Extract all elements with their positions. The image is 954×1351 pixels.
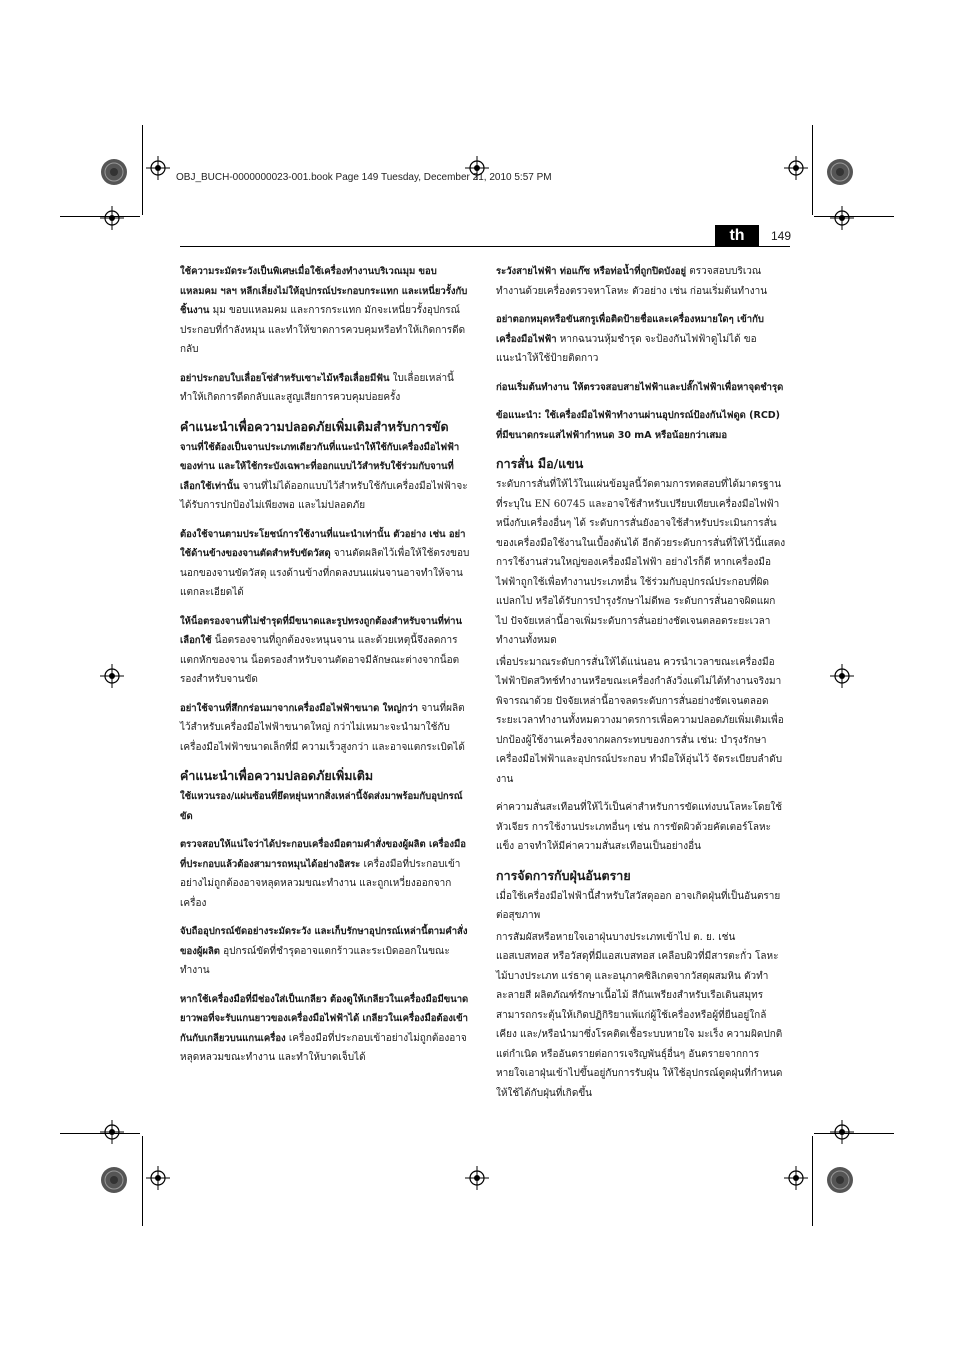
registration-crosshair-icon [100,206,124,234]
paragraph: เพื่อประมาณระดับการสั่นให้ได้แน่นอน ควรนำเวลาขณะเครื่องมือไฟฟ้าปิดสวิทช์ทำงานหรือขณะเครื่องกำลังวิ่งแต่ไม่ได้ทำงานจริงมาพิจารณาด้วย ปัจจัยเหล่านี้อาจลดระดับการสั่นอย่างชัดเจนตลอดระยะเวลาทำงานทั้งหมดวางมาตรการเพื่อความปลอดภัยเพิ่มเติมเพื่อปกป้องผู้ใช้งานเครื่องจากผลกระทบของการสั่น เช่น: บำรุงรักษาเครื่องมือไฟฟ้าและอุปกรณ์ประกอบ ทำมือให้อุ่นไว้ จัดระเบียบลำดับงาน [496,656,784,785]
paragraph: การสัมผัสหรือหายใจเอาฝุ่นบางประเภทเข้าไป ต. ย. เช่น แอสเบสทอส หรือวัสดุที่มีแอสเบสทอส เคลือบผิวที่มีสารตะกั่ว โลหะ ไม้บางประเภท แร่ธาตุ และอนุภาคซิลิเกตจากวัสดุผสมหิน ตัวทำละลายสี ผลิตภัณฑ์รักษาเนื้อไม้ สีกันเพรียงสำหรับเรือเดินสมุทร สามารถกระตุ้นให้เกิดปฏิกิริยาแพ้แก่ผู้ใช้เครื่องหรือผู้ที่ยืนอยู่ใกล้เคียง และ/หรือนำมาซึ่งโรคติดเชื้อระบบหายใจ มะเร็ง ความผิดปกติแต่กำเนิด หรืออันตรายต่อการเจริญพันธุ์อื่นๆ อันตรายจากการหายใจเอาฝุ่นเข้าไปขึ้นอยู่กับการรับฝุ่น ให้ใช้อุปกรณ์ดูดฝุ่นที่กำหนดให้ใช้ได้กับฝุ่นที่เกิดขึ้น [496,931,783,1099]
registration-crosshair-icon [465,1166,489,1194]
section-heading: การสั่น มือ/แขน [496,456,584,471]
language-tab: th [715,225,759,247]
paragraph: อย่าใช้จานที่สึกกร่อนมาจากเครื่องมือไฟฟ้าขนาด ใหญ่กว่า จานที่ผลิตไว้สำหรับเครื่องมือไฟฟ้าขนาดใหญ่ กว่าไม่เหมาะจะนำมาใช้กับเครื่องมือไฟฟ้าขนาดเล็กที่มี ความเร็วสูงกว่า และอาจแตกระเบิดได้ [180,702,465,753]
section-heading: คำแนะนำเพื่อความปลอดภัยเพิ่มเติม [180,768,374,783]
paragraph: อย่าประกอบใบเลื่อยโซ่สำหรับเซาะไม้หรือเลื่อยมีฟัน ใบเลื่อยเหล่านี้ทำให้เกิดการดีดกลับและสูญเสียการควบคุมบ่อยครั้ง [180,372,454,403]
registration-crosshair-icon [784,1166,808,1194]
paragraph: ใช้แหวนรอง/แผ่นซ้อนที่ยึดหยุ่นหากสิ่งเหล่านี้จัดส่งมาพร้อมกับอุปกรณ์ขัด [180,791,463,822]
section-heading: การจัดการกับฝุ่นอันตราย [496,867,631,883]
registration-crosshair-icon [146,156,170,184]
paragraph: ใช้ความระมัดระวังเป็นพิเศษเมื่อใช้เครื่องทำงานบริเวณมุม ขอบแหลมคม ฯลฯ หลีกเลี่ยงไม่ให้อุปกรณ์ประกอบกระแทก และเหนี่ยวรั้งกับชิ้นงาน มุม ขอบแหลมคม และการกระแทก มักจะเหนี่ยวรั้งอุปกรณ์ประกอบที่กำลังหมุน และทำให้ขาดการควบคุมหรือทำให้เกิดการดีดกลับ [180,266,468,355]
section-heading: คำแนะนำเพื่อความปลอดภัยเพิ่มเติมสำหรับการขัด [180,418,449,434]
color-registration-wheel-icon [826,158,854,186]
paragraph: อย่าตอกหมุดหรือขันสกรูเพื่อติดป้ายชื่อและเครื่องหมายใดๆ เข้ากับเครื่องมือไฟฟ้า หากฉนวนหุ้มชำรุด จะป้องกันไฟฟ้าดูไม่ได้ ขอแนะนำให้ใช้ป้ายติดกาว [496,314,764,364]
paragraph: ตรวจสอบให้แน่ใจว่าได้ประกอบเครื่องมือตามคำสั่งของผู้ผลิต เครื่องมือที่ประกอบแล้วต้องสามารถหมุนได้อย่างอิสระ เครื่องมือที่ประกอบเข้าอย่างไม่ถูกต้องอาจหลุดหลวมขณะทำงาน และถูกเหวี่ยงออกจากเครื่อง [180,839,466,909]
registration-crosshair-icon [830,1120,854,1148]
crop-mark [814,216,894,217]
registration-crosshair-icon [830,664,854,692]
crop-mark [812,125,813,215]
left-column [180,262,470,1077]
crop-mark [814,1133,894,1134]
paragraph: จานที่ใช้ต้องเป็นจานประเภทเดียวกันที่แนะนำให้ใช้กับเครื่องมือไฟฟ้าของท่าน และให้ใช้กระบังเฉพาะที่ออกแบบไว้สำหรับใช้ร่วมกับจานที่เลือกใช้เท่านั้น จานที่ไม่ได้ออกแบบไว้สำหรับใช้กับเครื่องมือไฟฟ้าจะได้รับการปกป้องไม่เพียงพอ และไม่ปลอดภัย [180,441,468,511]
color-registration-wheel-icon [100,1166,128,1194]
paragraph: ค่าความสั่นสะเทือนที่ให้ไว้เป็นค่าสำหรับการขัดแท่งบนโลหะโดยใช้หัวเจียร การใช้งานประเภทอื่นๆ เช่น การขัดผิวด้วยคัตเตอร์โลหะแข็ง อาจทำให้มีค่าความสั่นสะเทือนเป็นอย่างอื่น [496,802,783,852]
page-number: 149 [771,229,792,243]
paragraph: ระดับการสั่นที่ให้ไว้ในแผ่นข้อมูลนี้วัดตามการทดสอบที่ได้มาตรฐานที่ระบุใน EN 60745 และอาจใช้สำหรับเปรียบเทียบเครื่องมือไฟฟ้าหนึ่งกับเครื่องอื่นๆ ได้ ระดับการสั่นยังอาจใช้สำหรับประเมินการสั่นของเครื่องมือใช้งานในเบื้องต้นได้ อีกด้วยระดับการสั่นที่ให้ไว้นี้แสดงการใช้งานส่วนใหญ่ของเครื่องมือไฟฟ้า อย่างไรก็ดี หากเครื่องมือไฟฟ้าถูกใช้เพื่อทำงานประเภทอื่น ใช้ร่วมกับอุปกรณ์ประกอบที่ผิดแปลกไป หรือได้รับการบำรุงรักษาไม่ดีพอ ระดับการสั่นอาจผิดแผกไป ปัจจัยเหล่านี้อาจเพิ่มระดับการสั่นอย่างชัดเจนตลอดระยะเวลาทำงานทั้งหมด [496,479,786,646]
registration-crosshair-icon [784,156,808,184]
crop-mark [60,216,140,217]
color-registration-wheel-icon [826,1166,854,1194]
color-registration-wheel-icon [100,158,128,186]
registration-crosshair-icon [465,156,489,184]
header-rule [180,246,790,247]
crop-mark [142,1136,143,1226]
right-column [496,262,786,1112]
paragraph: ต้องใช้จานตามประโยชน์การใช้งานที่แนะนำเท่านั้น ตัวอย่าง เช่น อย่าใช้ด้านข้างของจานตัดสำหรับขัดวัสดุ จานตัดผลิตไว้เพื่อให้ใช้ตรงขอบนอกของจานขัดวัสดุ แรงด้านข้างที่กดลงบนแผ่นจานอาจทำให้จานแตกละเอียดได้ [180,528,470,598]
crop-mark [60,1133,140,1134]
paragraph: จับถืออุปกรณ์ขัดอย่างระมัดระวัง และเก็บรักษาอุปกรณ์เหล่านี้ตามคำสั่งของผู้ผลิต อุปกรณ์ขัดที่ชำรุดอาจแตกร้าวและระเบิดออกในขณะทำงาน [180,926,468,976]
paragraph: ให้น็อตรองจานที่ไม่ชำรุดที่มีขนาดและรูปทรงถูกต้องสำหรับจานที่ท่านเลือกใช้ น็อตรองจานที่ถูกต้องจะหนุนจาน และด้วยเหตุนี้จึงลดการแตกหักของจาน น็อตรองสำหรับจานตัดอาจมีลักษณะต่างจากน็อตรองสำหรับจานขัด [180,615,462,685]
paragraph: เมื่อใช้เครื่องมือไฟฟ้านี้สำหรับใสวัสดุออก อาจเกิดฝุ่นที่เป็นอันตรายต่อสุขภาพ [496,890,781,921]
registration-crosshair-icon [146,1166,170,1194]
paragraph: ข้อแนะนำ: ใช้เครื่องมือไฟฟ้าทำงานผ่านอุปกรณ์ป้องกันไฟดูด (RCD) ที่มีขนาดกระแสไฟฟ้ากำหนด 30 mA หรือน้อยกว่าเสมอ [496,410,781,441]
paragraph: ระวังสายไฟฟ้า ท่อแก๊ซ หรือท่อน้ำที่ถูกปิดบังอยู่ ตรวจสอบบริเวณทำงานด้วยเครื่องตรวจหาโลหะ ตัวอย่าง เช่น ก่อนเริ่มต้นทำงาน [496,266,768,297]
crop-mark [142,125,143,215]
registration-crosshair-icon [830,206,854,234]
paragraph: ก่อนเริ่มต้นทำงาน ให้ตรวจสอบสายไฟฟ้าและปลั๊กไฟฟ้าเพื่อหาจุดชำรุด [496,381,784,393]
paragraph: หากใช้เครื่องมือที่มีช่องใส่เป็นเกลียว ต้องดูให้เกลียวในเครื่องมือมีขนาดยาวพอที่จะรับแกนยาวของเครื่องมือไฟฟ้าได้ เกลียวในเครื่องมือต้องเข้ากันกับเกลียวบนแกนเครื่อง เครื่องมือที่ประกอบเข้าอย่างไม่ถูกต้องอาจหลุดหลวมขณะทำงาน และทำให้บาดเจ็บได้ [180,993,469,1063]
registration-crosshair-icon [100,1120,124,1148]
crop-mark [812,1136,813,1226]
book-file-header: OBJ_BUCH-0000000023-001.book Page 149 Tuesday, December 21, 2010 5:57 PM [176,172,552,183]
registration-crosshair-icon [100,664,124,692]
